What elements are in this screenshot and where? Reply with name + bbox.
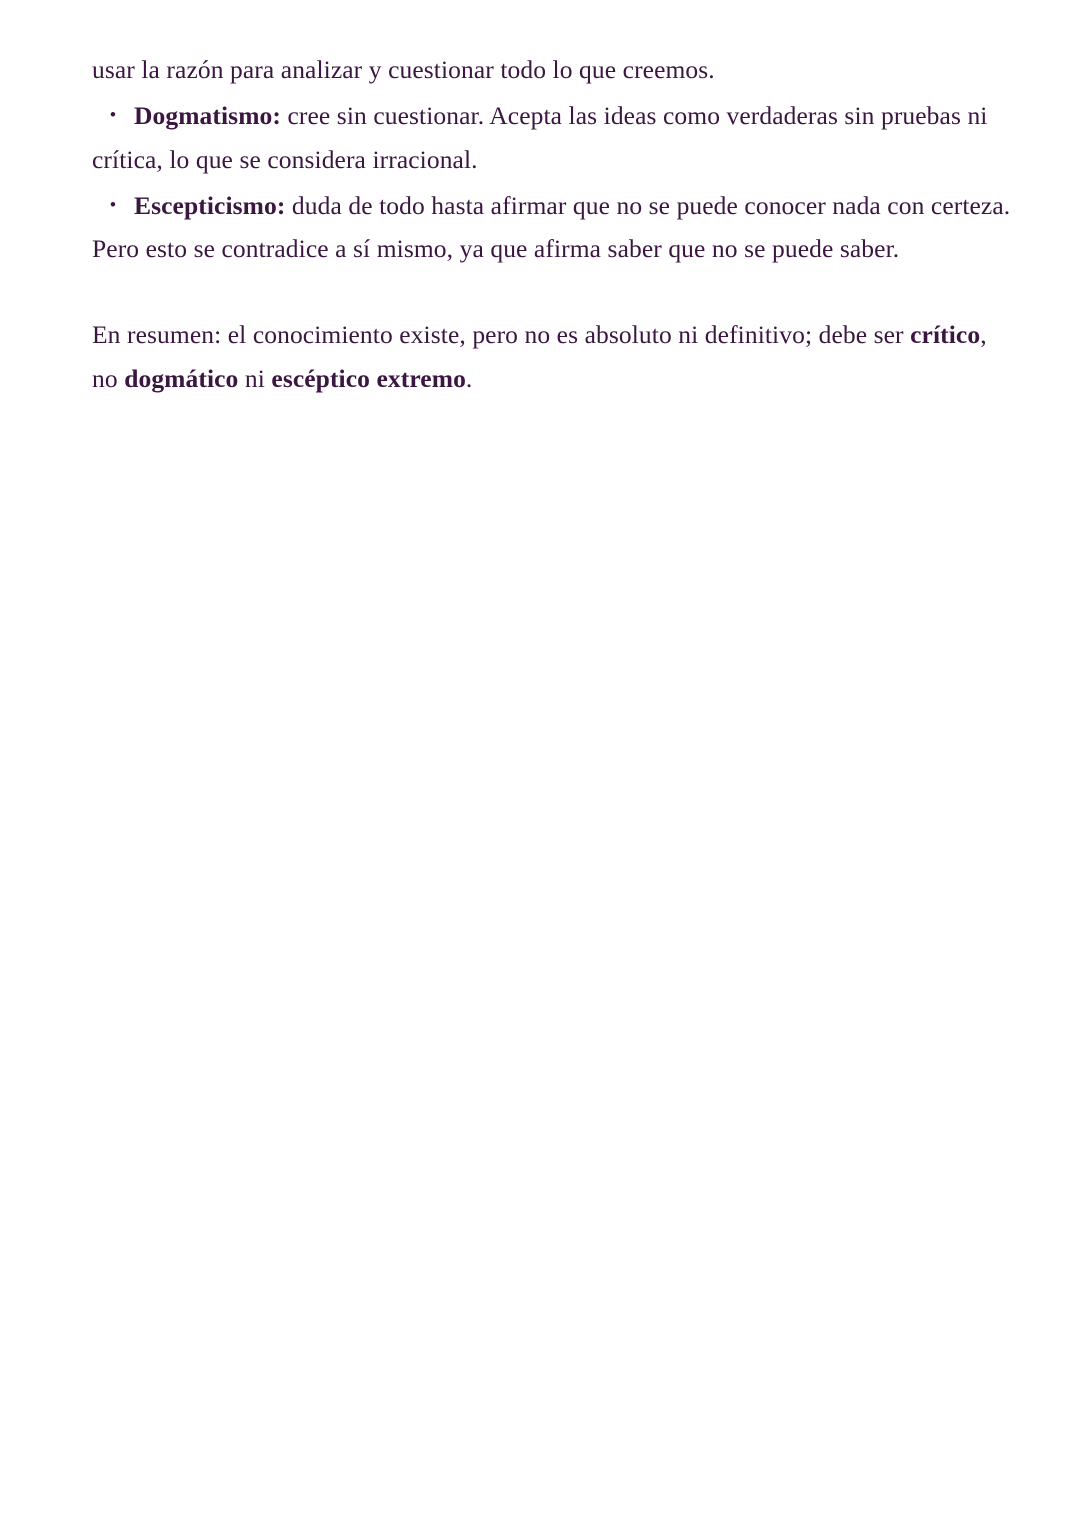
summary-end-punctuation: . xyxy=(465,364,473,394)
list-item xyxy=(92,184,1018,272)
summary-bold-critico: crítico xyxy=(910,320,981,350)
bullet-term: Escepticismo: xyxy=(134,190,286,220)
summary-bold-dogmatico: dogmático xyxy=(124,364,239,394)
summary-mid-2: ni xyxy=(238,364,272,394)
bullet-point-icon: • xyxy=(109,104,117,126)
continuation-paragraph: usar la razón para analizar y cuestionar todo lo que creemos. xyxy=(92,55,715,84)
bullet-point-icon: • xyxy=(109,194,117,216)
list-item xyxy=(92,94,1018,182)
bullet-text: duda de todo hasta afirmar que no se puede conocer nada con certeza. Pero esto se contradice a sí mismo, ya que afirma saber que no se puede saber. xyxy=(92,190,1011,264)
document-body xyxy=(92,48,1018,401)
summary-lead-text: En resumen: el conocimiento existe, pero no es absoluto ni definitivo; debe ser xyxy=(92,320,911,350)
summary-mid-1: , no xyxy=(92,320,987,394)
summary-bold-esceptico-extremo: escéptico extremo xyxy=(271,364,466,394)
bullet-text: cree sin cuestionar. Acepta las ideas como verdaderas sin pruebas ni crítica, lo que se considera irracional. xyxy=(92,100,988,174)
concept-bullet-list xyxy=(92,94,1018,271)
bullet-term: Dogmatismo: xyxy=(134,100,281,130)
paragraph-spacer xyxy=(92,273,1018,279)
summary-paragraph xyxy=(92,313,1018,401)
